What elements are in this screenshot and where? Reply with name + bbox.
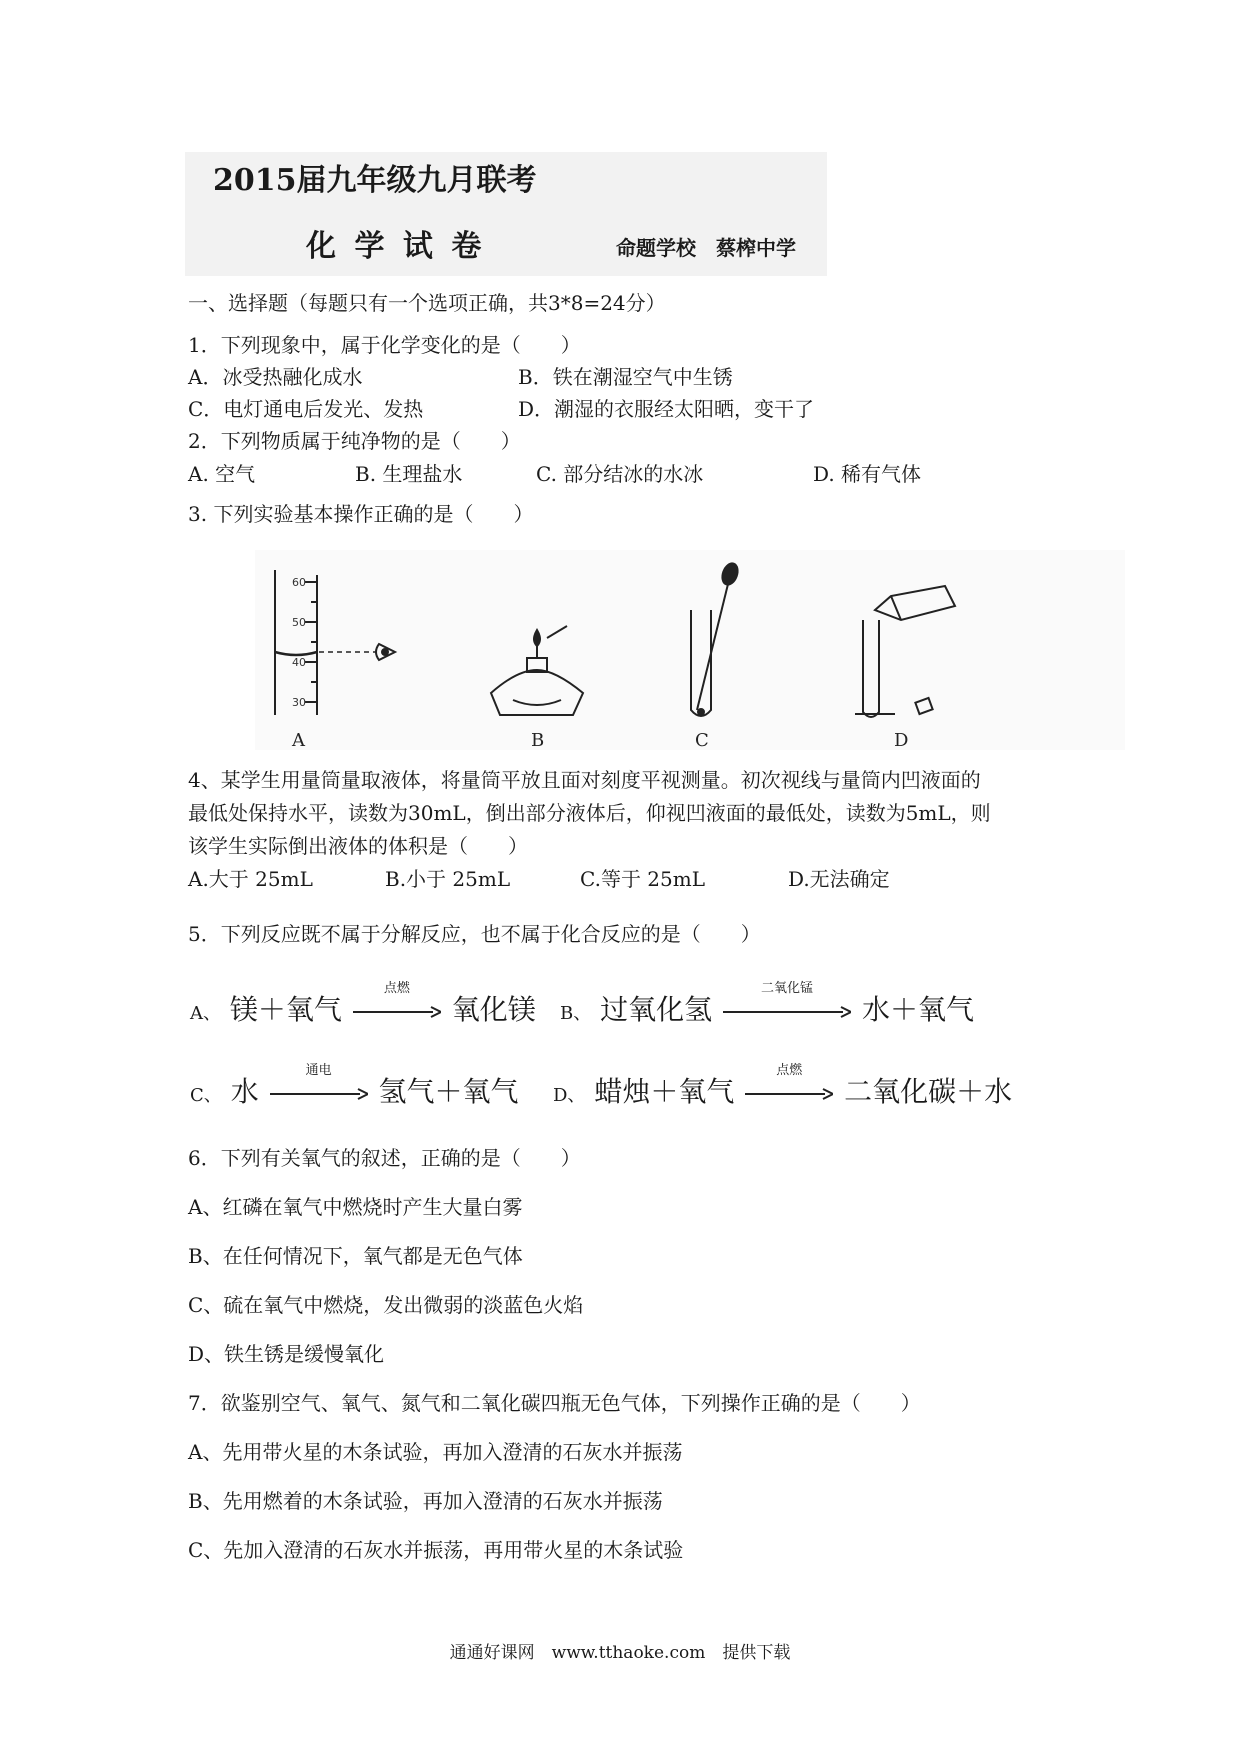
q6-stem: 6．下列有关氧气的叙述，正确的是（ ） bbox=[188, 1146, 581, 1170]
arrow-icon bbox=[723, 1006, 851, 1018]
q4-line-3: 该学生实际倒出液体的体积是（ ） bbox=[188, 834, 528, 858]
figure-label-d: D bbox=[894, 730, 909, 750]
figure-label-c: C bbox=[695, 730, 709, 750]
q5-stem: 5．下列反应既不属于分解反应，也不属于化合反应的是（ ） bbox=[188, 922, 761, 946]
reaction-arrow bbox=[723, 980, 851, 1018]
q7-option-a: A、先用带火星的木条试验，再加入澄清的石灰水并振荡 bbox=[188, 1440, 683, 1464]
reaction-arrow bbox=[745, 1062, 833, 1100]
q2-option-d: D. 稀有气体 bbox=[813, 462, 922, 486]
arrow-icon bbox=[270, 1088, 368, 1100]
q1-option-c: C．电灯通电后发光、发热 bbox=[188, 397, 424, 421]
reaction-c-products: 氢气＋氧气 bbox=[378, 1075, 519, 1108]
q6-option-a: A、红磷在氧气中燃烧时产生大量白雾 bbox=[188, 1195, 523, 1219]
figure-label-a: A bbox=[292, 730, 305, 750]
q7-stem: 7．欲鉴别空气、氧气、氮气和二氧化碳四瓶无色气体，下列操作正确的是（ ） bbox=[188, 1391, 921, 1415]
pouring-bottle-drawing bbox=[855, 586, 955, 717]
reaction-b-products: 水＋氧气 bbox=[861, 993, 974, 1026]
reaction-d-reactants: 蜡烛＋氧气 bbox=[594, 1075, 735, 1108]
reaction-c bbox=[190, 1062, 519, 1108]
q7-option-c: C、先加入澄清的石灰水并振荡，再用带火星的木条试验 bbox=[188, 1538, 684, 1562]
arrow-icon bbox=[353, 1006, 441, 1018]
q4-line-2: 最低处保持水平，读数为30mL，倒出部分液体后，仰视凹液面的最低处，读数为5mL，则 bbox=[188, 801, 991, 825]
q1-option-a: A．冰受热融化成水 bbox=[188, 365, 363, 389]
tick-40: 40 bbox=[292, 656, 306, 669]
school-name: 命题学校 蔡榨中学 bbox=[616, 236, 796, 260]
reaction-b-reactants: 过氧化氢 bbox=[600, 993, 713, 1026]
reaction-arrow bbox=[270, 1062, 368, 1100]
q1-option-d: D．潮湿的衣服经太阳晒，变干了 bbox=[518, 397, 815, 421]
reaction-d-products: 二氧化碳＋水 bbox=[844, 1075, 1013, 1108]
reaction-b bbox=[560, 980, 974, 1026]
q1-option-b: B．铁在潮湿空气中生锈 bbox=[518, 365, 733, 389]
q7-option-b: B、先用燃着的木条试验，再加入澄清的石灰水并振荡 bbox=[188, 1489, 663, 1513]
page-footer: 通通好课网 www.tthaoke.com 提供下载 bbox=[449, 1643, 791, 1663]
subject-title: 化 学 试 卷 bbox=[306, 229, 486, 264]
reaction-a bbox=[190, 980, 536, 1026]
q4-option-b: B.小于 25mL bbox=[385, 867, 511, 891]
lab-operations-svg bbox=[255, 550, 1125, 750]
q2-stem: 2．下列物质属于纯净物的是（ ） bbox=[188, 429, 521, 453]
tick-30: 30 bbox=[292, 696, 306, 709]
tick-50: 50 bbox=[292, 616, 306, 629]
reaction-c-condition: 通电 bbox=[305, 1062, 332, 1078]
section-heading: 一、选择题（每题只有一个选项正确，共3*8=24分） bbox=[188, 291, 666, 315]
reaction-c-reactants: 水 bbox=[230, 1075, 259, 1108]
reaction-a-products: 氧化镁 bbox=[451, 993, 536, 1026]
reaction-a-condition: 点燃 bbox=[383, 980, 410, 996]
q6-option-d: D、铁生锈是缓慢氧化 bbox=[188, 1342, 385, 1366]
exam-title: 2015届九年级九月联考 bbox=[213, 163, 537, 198]
q4-line-1: 4、某学生用量筒量取液体，将量筒平放且面对刻度平视测量。初次视线与量筒内凹液面的 bbox=[188, 768, 981, 792]
reaction-d bbox=[553, 1062, 1013, 1108]
reaction-d-label: D、 bbox=[553, 1085, 586, 1106]
q1-stem: 1．下列现象中，属于化学变化的是（ ） bbox=[188, 333, 581, 357]
figure-label-b: B bbox=[531, 730, 545, 750]
q2-option-c: C. 部分结冰的水冰 bbox=[536, 462, 704, 486]
reaction-a-label: A、 bbox=[190, 1003, 221, 1024]
reaction-b-condition: 二氧化锰 bbox=[761, 980, 814, 996]
arrow-icon bbox=[745, 1088, 833, 1100]
q6-option-c: C、硫在氧气中燃烧，发出微弱的淡蓝色火焰 bbox=[188, 1293, 584, 1317]
tick-60: 60 bbox=[292, 576, 306, 589]
q4-option-c: C.等于 25mL bbox=[580, 867, 705, 891]
reaction-b-label: B、 bbox=[560, 1003, 592, 1024]
q2-option-b: B. 生理盐水 bbox=[355, 462, 463, 486]
q4-option-a: A.大于 25mL bbox=[188, 867, 313, 891]
q3-stem: 3. 下列实验基本操作正确的是（ ） bbox=[188, 502, 534, 526]
q2-option-a: A. 空气 bbox=[188, 462, 256, 486]
reaction-d-condition: 点燃 bbox=[776, 1062, 803, 1078]
graduated-cylinder-drawing bbox=[275, 570, 395, 715]
q4-option-d: D.无法确定 bbox=[788, 867, 890, 891]
q6-option-b: B、在任何情况下，氧气都是无色气体 bbox=[188, 1244, 523, 1268]
test-tube-drawing bbox=[691, 561, 740, 716]
reaction-arrow bbox=[353, 980, 441, 1018]
reaction-a-reactants: 镁＋氧气 bbox=[229, 993, 342, 1026]
alcohol-lamp-drawing bbox=[491, 626, 583, 715]
lab-operations-figure bbox=[255, 550, 1125, 750]
reaction-c-label: C、 bbox=[190, 1085, 222, 1106]
